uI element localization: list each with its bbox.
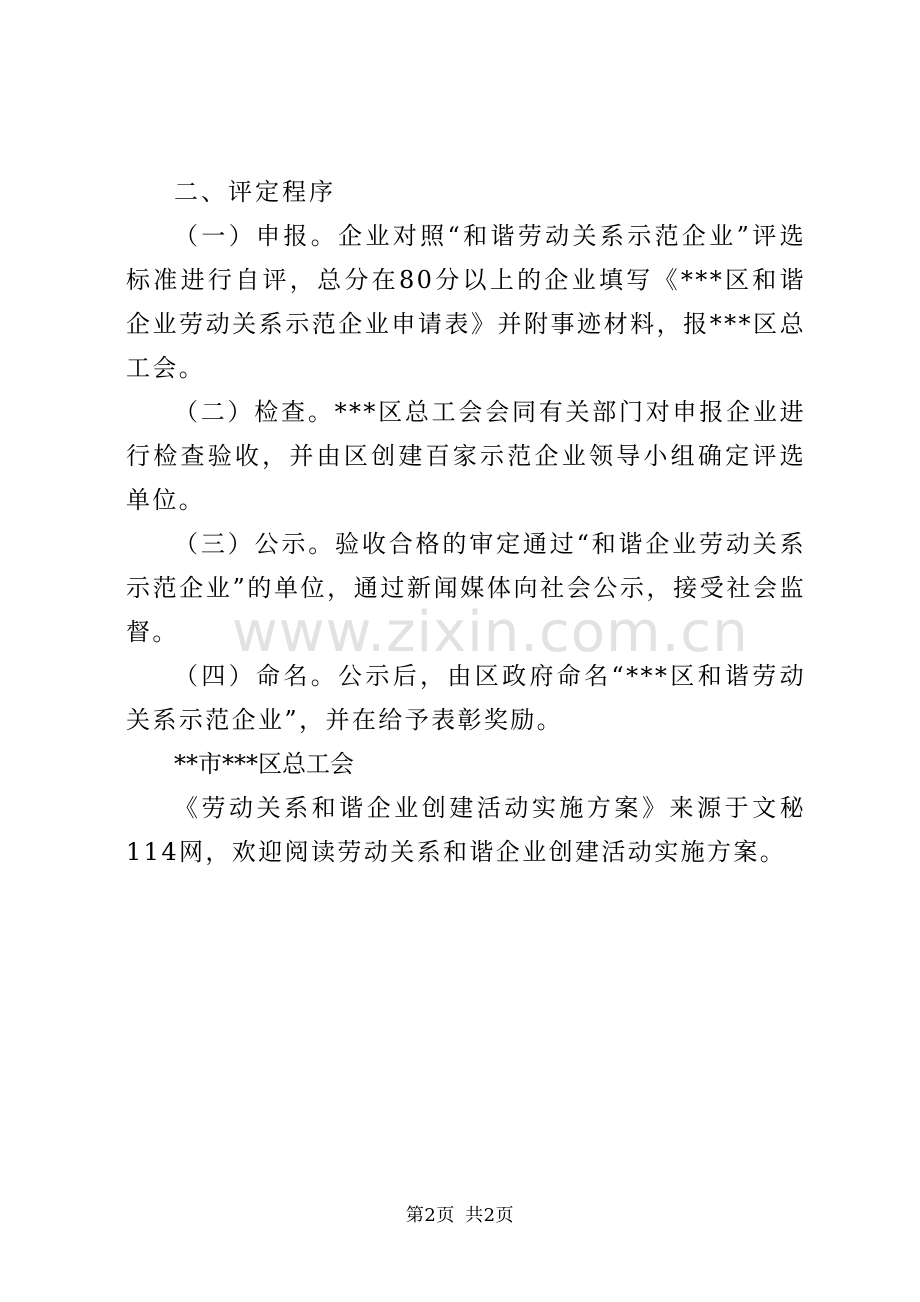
document-body bbox=[126, 170, 806, 874]
paragraph-application: （一）申报。企业对照“和谐劳动关系示范企业”评选标准进行自评，总分在80分以上的企业填写《***区和谐企业劳动关系示范企业申请表》并附事迹材料，报***区总工会。 bbox=[126, 222, 806, 382]
paragraph-inspection: （二）检查。***区总工会会同有关部门对申报企业进行检查验收，并由区创建百家示范企业领导小组确定评选单位。 bbox=[126, 398, 806, 514]
paragraph-naming: （四）命名。公示后，由区政府命名“***区和谐劳动关系示范企业”，并在给予表彰奖励。 bbox=[126, 662, 806, 734]
page-footer: 第2页 共2页 bbox=[405, 1205, 515, 1226]
watermark: www.zixin.com.cn bbox=[232, 600, 749, 665]
paragraph-publicity: （三）公示。验收合格的审定通过“和谐企业劳动关系示范企业”的单位，通过新闻媒体向社会公示，接受社会监督。 bbox=[126, 530, 806, 646]
section-heading: 二、评定程序 bbox=[174, 178, 336, 206]
signature-line: **市***区总工会 bbox=[174, 750, 354, 778]
source-note: 《劳动关系和谐企业创建活动实施方案》来源于文秘114网，欢迎阅读劳动关系和谐企业创建活动实施方案。 bbox=[126, 794, 806, 866]
